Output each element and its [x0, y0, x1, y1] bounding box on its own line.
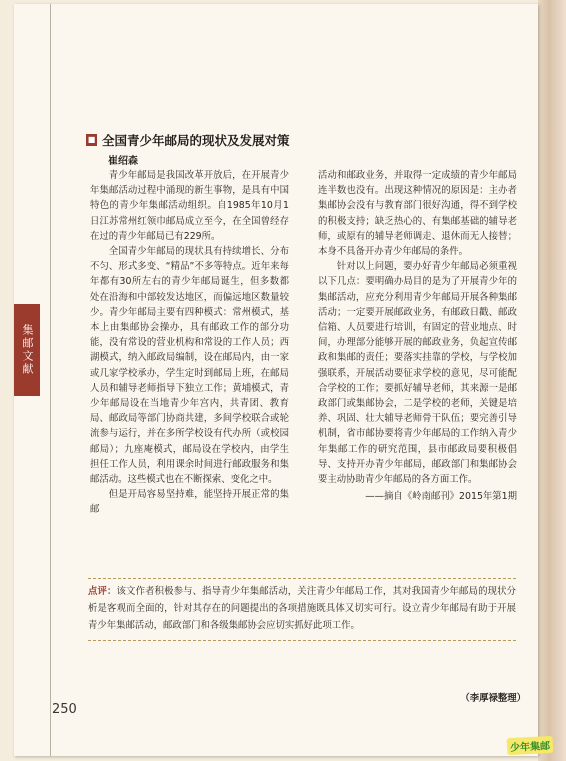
paragraph: 全国青少年邮局的现状具有持续增长、分布不匀、形式多变、“精品”不多等特点。近年来每年都有30所左右的青少年邮局诞生，但多数都处在沿海和中部较发达地区，而偏远地区数量较少。青少年邮局主要有四种模式：常州模式，基本上由集邮协会操办，具有邮政工作的部分功能，没有常设的营业机构和常设的工作人员；西湖模式，纳入邮政局编制，设在邮局内，由一家或几家学校承办，学生定时到邮局上班，在邮局人员和辅导老师指导下独立工作；黄埔模式，青少年邮局设在当地青少年宫内，共青团、教育局、邮政局等部门协商共建，多间学校联合或轮流参与运行，并在多所学校设有代办所（或校园邮局）；九座庵模式，邮局设在学校内，由学生担任工作人员，利用课余时间进行邮政服务和集邮活动。这些模式也在不断探索、变化之中。 [90, 246, 289, 486]
comment-label: 点评： [88, 586, 117, 597]
comment-box [88, 578, 516, 641]
magazine-logo: 少年集邮 [507, 736, 554, 755]
comment-text: 该文作者积极参与、指导青少年集邮活动，关注青少年邮局工作，其对我国青少年邮局的现状分析是客观而全面的，针对其存在的问题提出的各项措施既具体又切实可行。设立青少年邮局有助于开展青少年集邮活动，邮政部门和各级集邮协会应切实抓好此项工作。 [88, 586, 516, 631]
paragraph: 活动和邮政业务，并取得一定成绩的青少年邮局连半数也没有。出现这种情况的原因是：主办者集邮协会没有与教育部门很好沟通，得不到学校的积极支持；缺乏热心的、有集邮基础的辅导老师，或原有的辅导老师调走、退休而无人接替；本身不具备开办青少年邮局的条件。 [318, 170, 517, 258]
title-row [86, 131, 486, 149]
article-author: 崔绍森 [108, 156, 138, 167]
title-marker-icon: ■ [87, 135, 96, 144]
paragraph: 但是开局容易坚持难，能坚持开展正常的集邮 [90, 489, 289, 516]
page-edge [538, 0, 566, 761]
editor-credit: （李厚禄整理） [460, 693, 526, 704]
section-tab: 集邮文献 [14, 304, 40, 396]
paragraph: 针对以上问题，要办好青少年邮局必须重视以下几点：要明确办局目的是为了开展青少年的集邮活动，应充分利用青少年邮局开展各种集邮活动；一定要开展邮政业务，有邮政日戳、邮政信箱、人员要进行培训，有固定的营业地点、时间，办理部分能够开展的邮政业务，负起宣传邮政和集邮的责任；要落实挂靠的学校，与学校加强联系，开展活动要征求学校的意见，尽可能配合学校的工作；要抓好辅导老师，其来源一是邮政部门或集邮协会，二是学校的老师，关键是培养、巩固、壮大辅导老师骨干队伍；要完善引导机制，省市邮协要将青少年邮局的工作纳入青少年集邮工作的研究范围，县市邮政局要积极倡导、支持开办青少年邮局，邮政部门和集邮协会要主动协助青少年邮局的各方面工作。 [318, 261, 517, 486]
text-column-left [90, 168, 289, 518]
article-source: ——摘自《岭南邮刊》2015年第1期 [365, 491, 517, 503]
text-column-right [318, 168, 517, 504]
article-title: 全国青少年邮局的现状及发展对策 [102, 133, 290, 148]
paragraph: 青少年邮局是我国改革开放后，在开展青少年集邮活动过程中涌现的新生事物，是具有中国特色的青少年集邮活动组织。自1985年10月1日江苏常州红领巾邮局成立至今，在全国曾经存在过的青少年邮局已有229所。 [90, 170, 289, 242]
article-header [86, 131, 486, 167]
page-number: 250 [52, 702, 77, 717]
